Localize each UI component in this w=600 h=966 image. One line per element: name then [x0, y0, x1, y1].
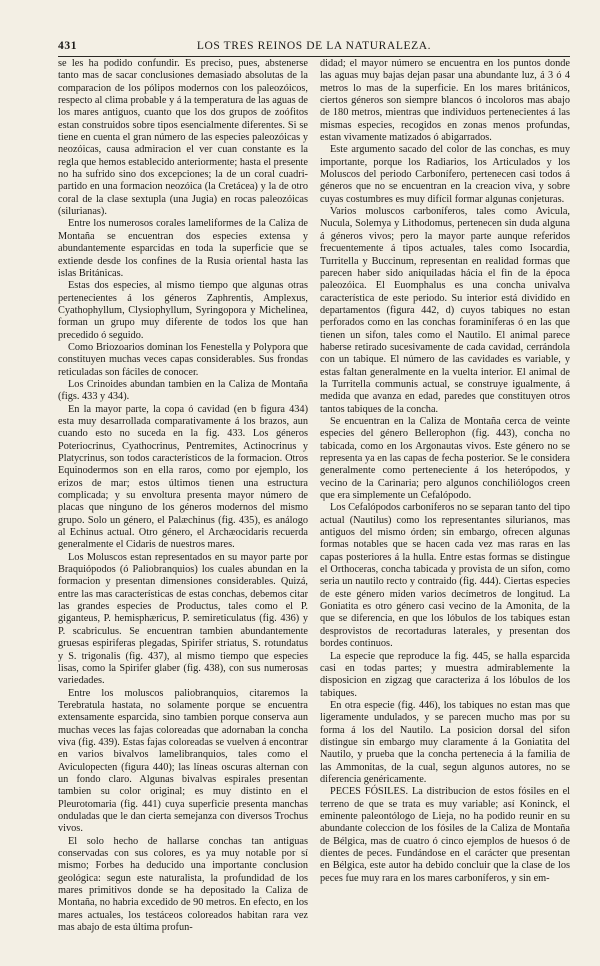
paragraph: Como Briozoarios dominan los Fenestella y Polypora que constituyen muchas veces capas considerables. Sus frondas reticuladas son fáciles de conocer.	[58, 341, 308, 378]
left-column	[58, 58, 308, 958]
paragraph: Estas dos especies, al mismo tiempo que algunas otras pertenecientes á los géneros Zaphrentis, Amplexus, Cyathophyllum, Clysiophyllum, Syringopora y Michelinea, forman un grupo muy diferente de todos los que han precedido ó seguido.	[58, 280, 308, 341]
page-number: 431	[58, 40, 78, 52]
running-header	[58, 40, 570, 56]
paragraph: Se encuentran en la Caliza de Montaña cerca de veinte especies del género Bellerophon (fig. 443), concha no tabicada, como en los Argonautas vivos. Este género no se representa ya en las capas de fecha posterior. Se le considera generalmente como perteneciente á los heterópodos, y vecino de la Carinaria; pero algunos conchiliólogos creen que era simplemente un Cefalópodo.	[320, 415, 570, 502]
right-column	[320, 58, 570, 958]
paragraph: Varios moluscos carboníferos, tales como Avicula, Nucula, Solemya y Lithodomus, pertenecen sin duda alguna á géneros vivos; pero la mayor parte aunque referidos frecuentemente á tipos actuales, tales como Isocardia, Turritella y Buccinum, representan en realidad formas que parecen haber sido aniquiladas hácia el fin de la época paleozóica. El Euomphalus es una concha univalva característica de este periodo. Su interior está dividido en departamentos (figura 442, d) cuyos tabiques no estan perforados como en las conchas foraminíferas ó en las que tienen un sifon, tales como el Nautilo. El animal parece haberse retirado sucesivamente de cada cavidad, cerrándola con un tabique. El número de las cavidades es variable, y estas faltan generalmente en la vuelta interior. El animal de la Turritella communis actual, se construye igualmente, á medida que avanza en edad, paredes que constituyen otros tantos tabiques de la concha.	[320, 206, 570, 415]
paragraph: Los Cefalópodos carboníferos no se separan tanto del tipo actual (Nautilus) como los representantes silurianos, mas antiguos del mismo órden; sin embargo, ofrecen algunas formas notables que se hacen cada vez mas raras en las capas posteriores á la hulla. Entre estas formas se distingue el Orthoceras, concha tabicada y provista de un sifon, como seria un nautilo recto y contraido (fig. 444). Ciertas especies de este género miden varios decímetros de longitud. La Goniatita es otro género casi vecino de la Amonita, de la que se diferencia, en que los lóbulos de los tabiques estan desprovistos de recortaduras laterales, y presentan dos bordes continuos.	[320, 502, 570, 650]
paragraph: PECES FÓSILES. La distribucion de estos fósiles en el terreno de que se trata es muy variable; así Koninck, el eminente paleontólogo de Lieja, no ha podido reunir en su abundante coleccion de los fósiles de la Caliza de Montaña de Bélgica, mas de cuatro ó cinco ejemplos de huesos ó de dientes de peces. Fundándose en el carácter que presentan en Bélgica, este autor ha debido concluir que la clase de los peces fue muy rara en los mares carboníferos, y sin em-	[320, 786, 570, 884]
paragraph: se les ha podido confundir. Es preciso, pues, abstenerse tanto mas de sacar conclusiones demasiado absolutas de la comparacion de los pólipos modernos con los paleozóicos, respecto al clima probable y á la temperatura de las aguas de los mares antiguos, cuanto que los dos grupos de zoófitos estan construidos sobre tipos esencialmente diferentes. Si se tiene en cuenta el gran número de las especies paleozóicas y neozóicas, causa admiracion el ver cuan constante es la regla que hemos establecido anteriormente; hasta el presente no ha sufrido sino dos excepciones; la de un coral cuadri-partido en una formacion neozóica (la Cretácea) y la de otro coral de la clase sextupla (una Jugia) en rocas paleozóicas (silurianas).	[58, 58, 308, 218]
paragraph: En otra especie (fig. 446), los tabiques no estan mas que ligeramente undulados, y se parecen mucho mas por su forma á los del Nautilo. La posicion dorsal del sifon distingue sin embargo muy claramente á la Goniatita del Nautilo, y prueba que la concha pertenecia á la familia de las Ammonitas, de la cual, segun algunos autores, no se diferencia genéricamente.	[320, 699, 570, 785]
paragraph: El solo hecho de hallarse conchas tan antiguas conservadas con sus colores, es ya muy notable por sí mismo; Forbes ha deducido una importante conclusion geológica: segun este naturalista, la profundidad de los mares primitivos donde se ha depositado la Caliza de Montaña, no habria excedido de 90 metros. En efecto, en los mares actuales, los testáceos coloreados habitan rara vez mas abajo de esta última profun-	[58, 835, 308, 934]
paragraph: En la mayor parte, la copa ó cavidad (en b figura 434) esta muy desarrollada comparativamente á los brazos, aun cuando esto no suceda en la fig. 433. Los géneros Poteriocrinus, Cyathocrinus, Pentremites, Actinocrinus y Platycrinus, son todos característicos de la formacion. Otros Equinodermos son en ella raros, como por ejemplo, los erizos de mar; estos últimos tienen una estructura complicada; y su envoltura presenta mayor número de placas que ninguno de los géneros modernos del mismo grupo. Solo un género, el Palæchinus (fig. 435), es análogo al Echinus actual. Otro género, el Archæocidaris recuerda generalmente el Cidaris de nuestros mares.	[58, 403, 308, 551]
header-rule	[58, 56, 570, 57]
paragraph: Los Crinoides abundan tambien en la Caliza de Montaña (figs. 433 y 434).	[58, 378, 308, 403]
paragraph: Los Moluscos estan representados en su mayor parte por Braquiópodos (ó Paliobranquios) los cuales abundan en la formacion y presentan dimensiones considerables. Quizá, entre las mas características de estas conchas, debemos citar las grandes especies de Productus, tales como el P. giganteus, P. hemisphæricus, P. semireticulatus (fig. 436) y P. scabriculus. Se encuentran tambien abundantemente gruesas espiriferas plegadas, Spirifer striatus, S. rotundatus y S. trigonalis (fig. 437), al mismo tiempo que especies lisas, como la Spirifer glaber (fig. 438), con sus numerosas variedades.	[58, 551, 308, 687]
paragraph: Entre los numerosos corales lameliformes de la Caliza de Montaña se encuentran dos especies extensa y abundantemente esparcidas en toda la superficie que se extiende desde los confines de la Rusia oriental hasta las islas Británicas.	[58, 218, 308, 279]
paragraph: Entre los moluscos paliobranquios, citaremos la Terebratula hastata, no solamente porque se encuentra extensamente esparcida, sino tambien porque conserva aun muchas veces las fajas coloreadas que adornaban la concha viva (fig. 439). Estas fajas coloreadas se vuelven á encontrar en varios bivalvos lamelibranquios, tales como el Aviculopecten (figura 440); las líneas oscuras alternan con un fondo claro. Algunas bivalvas espirales presentan tambien su color original; es muy distinto en el Pleurotomaria (fig. 441) cuya superficie presenta manchas onduladas que le dan cierta semejanza con diversos Trochus vivos.	[58, 687, 308, 835]
paragraph: La especie que reproduce la fig. 445, se halla esparcida casi en todas partes; y muestra admirablemente la disposicion en zigzag que caracteriza á los lóbulos de los tabiques.	[320, 650, 570, 699]
running-title: LOS TRES REINOS DE LA NATURALEZA.	[196, 40, 432, 52]
paragraph: Este argumento sacado del color de las conchas, es muy importante, porque los Radiarios, los Articulados y los Moluscos del periodo Carbonífero, pertenecen casi todos á géneros que no se encuentran en la creacion viva, y sobre cuyas costumbres es muy difícil formar algunas conjeturas.	[320, 144, 570, 205]
paragraph: didad; el mayor número se encuentra en los puntos donde las aguas muy bajas dejan pasar una abundante luz, á 3 ó 4 metros lo mas de la superficie. En los mares británicos, ciertos géneros son siempre blancos ó incoloros mas abajo de 180 metros, mientras que individuos pertenecientes á las mismas especies, recogidos en zonas menos profundas, estan vivamente matizados ó abigarrados.	[320, 58, 570, 144]
two-column-body	[58, 58, 570, 958]
